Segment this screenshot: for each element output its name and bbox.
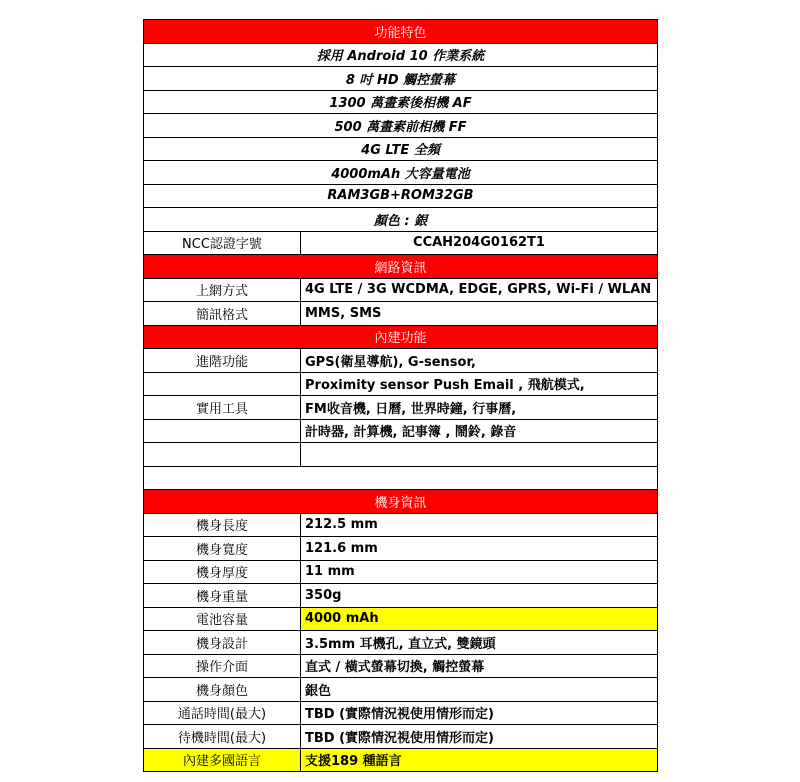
ncc-row (144, 232, 658, 256)
body-value-battery: 4000 mAh (301, 608, 658, 631)
feature-color: 顏色 : 銀 (144, 208, 658, 231)
body-value-length: 212.5 mm (301, 514, 658, 537)
table-row (144, 678, 658, 702)
body-label-battery: 電池容量 (144, 608, 301, 631)
builtin-header: 內建功能 (144, 326, 658, 349)
builtin-label-empty (144, 443, 301, 466)
ncc-label: NCC認證字號 (144, 232, 301, 255)
feature-row (144, 67, 658, 91)
feature-row (144, 91, 658, 115)
spacer-cell (144, 467, 658, 490)
table-row (144, 443, 658, 467)
spacer-row (144, 467, 658, 491)
table-row (144, 631, 658, 655)
features-header: 功能特色 (144, 20, 658, 43)
body-label-thickness: 機身厚度 (144, 561, 301, 584)
features-header-row (144, 20, 658, 44)
feature-os: 採用 Android 10 作業系統 (144, 44, 658, 67)
feature-battery: 4000mAh 大容量電池 (144, 161, 658, 184)
body-value-interface: 直式 / 橫式螢幕切換, 觸控螢幕 (301, 655, 658, 678)
feature-front-camera: 500 萬畫素前相機 FF (144, 114, 658, 137)
body-label-weight: 機身重量 (144, 584, 301, 607)
feature-row (144, 138, 658, 162)
body-header-row (144, 490, 658, 514)
table-row (144, 702, 658, 726)
body-label-talk-time: 通話時間(最大) (144, 702, 301, 725)
table-row (144, 279, 658, 303)
table-row (144, 725, 658, 749)
builtin-label-empty (144, 420, 301, 443)
table-row (144, 608, 658, 632)
network-value-internet: 4G LTE / 3G WCDMA, EDGE, GPRS, Wi-Fi / WLAN (301, 279, 658, 302)
body-value-color: 銀色 (301, 678, 658, 701)
builtin-value-tools-2: 計時器, 計算機, 記事簿 , 鬧鈴, 錄音 (301, 420, 658, 443)
body-value-talk-time: TBD (實際情況視使用情形而定) (301, 702, 658, 725)
feature-row (144, 208, 658, 232)
body-label-interface: 操作介面 (144, 655, 301, 678)
builtin-value-empty (301, 443, 658, 466)
feature-row (144, 185, 658, 209)
body-label-standby-time: 待機時間(最大) (144, 725, 301, 748)
body-label-length: 機身長度 (144, 514, 301, 537)
table-row (144, 749, 658, 773)
table-row (144, 396, 658, 420)
feature-rear-camera: 1300 萬畫素後相機 AF (144, 91, 658, 114)
table-row (144, 420, 658, 444)
body-label-width: 機身寬度 (144, 537, 301, 560)
table-row (144, 561, 658, 585)
spec-sheet (143, 19, 658, 772)
body-label-languages: 內建多國語言 (144, 749, 301, 772)
builtin-header-row (144, 326, 658, 350)
body-value-weight: 350g (301, 584, 658, 607)
body-value-width: 121.6 mm (301, 537, 658, 560)
table-row (144, 655, 658, 679)
builtin-value-tools-1: FM收音機, 日曆, 世界時鐘, 行事曆, (301, 396, 658, 419)
builtin-label-advanced: 進階功能 (144, 349, 301, 372)
feature-row (144, 161, 658, 185)
network-header-row (144, 255, 658, 279)
builtin-label-tools: 實用工具 (144, 396, 301, 419)
body-header: 機身資訊 (144, 490, 658, 513)
feature-network: 4G LTE 全頻 (144, 138, 658, 161)
body-value-thickness: 11 mm (301, 561, 658, 584)
network-label-sms: 簡訊格式 (144, 302, 301, 325)
feature-row (144, 114, 658, 138)
table-row (144, 584, 658, 608)
table-row (144, 302, 658, 326)
network-label-internet: 上網方式 (144, 279, 301, 302)
builtin-value-advanced-1: GPS(衛星導航), G-sensor, (301, 349, 658, 372)
feature-memory: RAM3GB+ROM32GB (144, 185, 658, 208)
network-header: 網路資訊 (144, 255, 658, 278)
network-value-sms: MMS, SMS (301, 302, 658, 325)
feature-row (144, 44, 658, 68)
feature-screen: 8 吋 HD 觸控螢幕 (144, 67, 658, 90)
table-row (144, 349, 658, 373)
body-label-design: 機身設計 (144, 631, 301, 654)
builtin-value-advanced-2: Proximity sensor Push Email , 飛航模式, (301, 373, 658, 396)
builtin-label-empty (144, 373, 301, 396)
body-value-design: 3.5mm 耳機孔, 直立式, 雙鏡頭 (301, 631, 658, 654)
body-label-color: 機身顏色 (144, 678, 301, 701)
table-row (144, 373, 658, 397)
body-value-languages: 支援189 種語言 (301, 749, 658, 772)
table-row (144, 514, 658, 538)
table-row (144, 537, 658, 561)
body-value-standby-time: TBD (實際情況視使用情形而定) (301, 725, 658, 748)
ncc-value: CCAH204G0162T1 (301, 232, 658, 255)
